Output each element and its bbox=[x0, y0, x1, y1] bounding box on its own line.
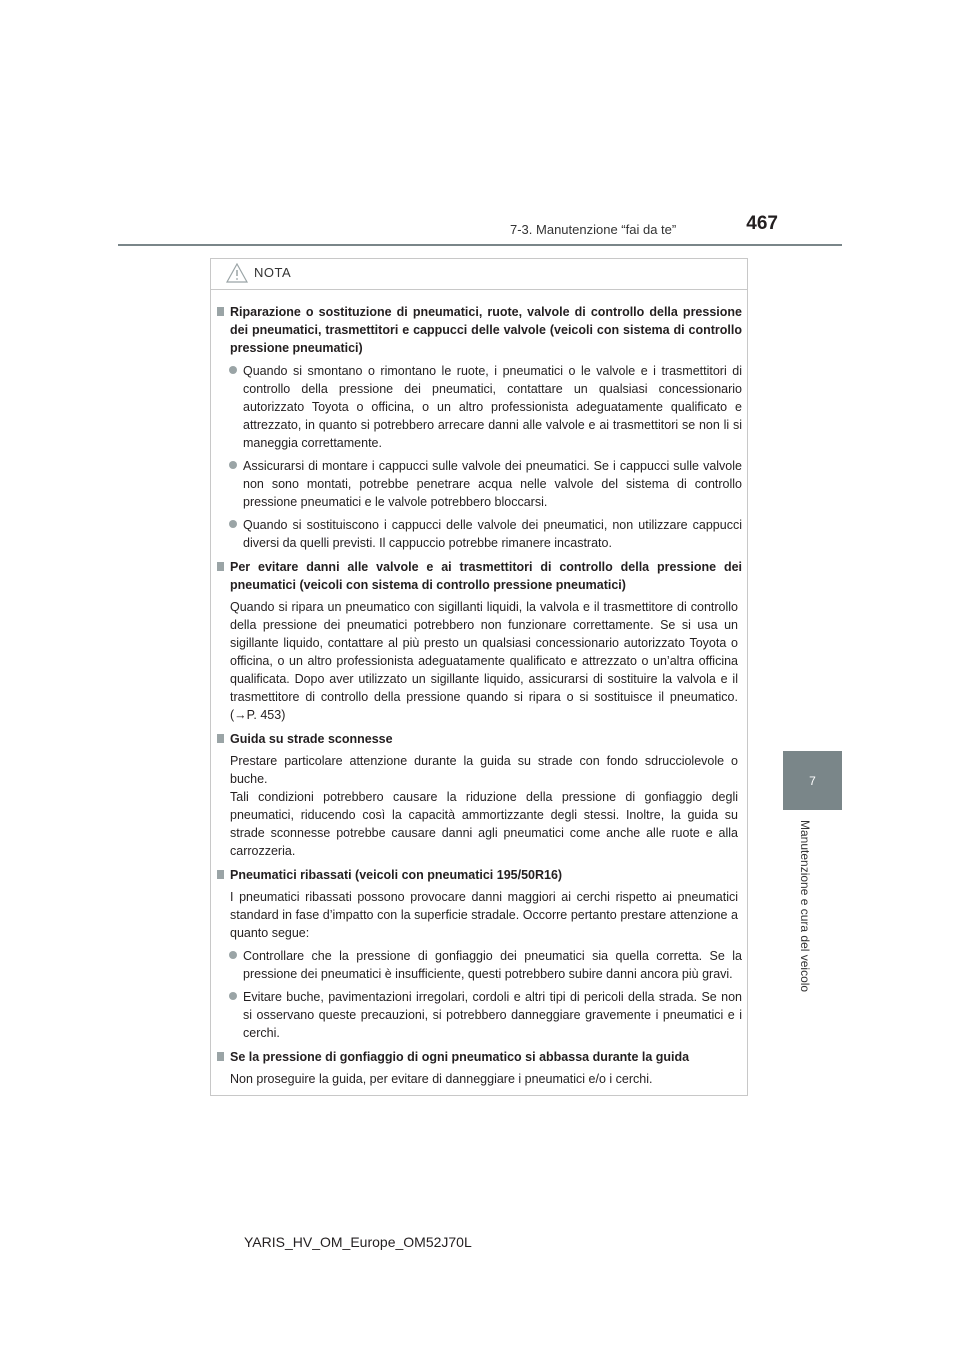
circle-bullet-icon bbox=[229, 461, 237, 469]
bullet-item: Controllare che la pressione di gonfiaggio dei pneumatici sia quella corretta. Se la pressione dei pneumatici è insufficiente, questi potrebbero subire danni ancora più gravi. bbox=[217, 947, 742, 983]
bullet-item: Evitare buche, pavimentazioni irregolari, cordoli e altri tipi di pericoli della strada. Se non si osservano queste precauzioni, si potrebbero danneggiare gravemente i pneumatici e i cerchi. bbox=[217, 988, 742, 1042]
notice-body bbox=[211, 290, 747, 1088]
warning-icon bbox=[226, 263, 248, 283]
square-bullet-icon bbox=[217, 307, 224, 316]
chapter-title: Manutenzione e cura del veicolo bbox=[798, 820, 812, 993]
circle-bullet-icon bbox=[229, 520, 237, 528]
circle-bullet-icon bbox=[229, 366, 237, 374]
bullet-item: Quando si sostituiscono i cappucci delle valvole dei pneumatici, non utilizzare cappucci diversi da quelli previsti. Il cappuccio potrebbe rimanere incastrato. bbox=[217, 516, 742, 552]
bullet-item: Quando si smontano o rimontano le ruote, i pneumatici o le valvole e i trasmettitori di controllo della pressione dei pneumatici, contattare un qualsiasi concessionario autorizzato Toyota o officina, o un altro professionista adeguatamente qualificato e attrezzato, in quanto si potrebbero arrecare danni alle valvole e ai trasmettitori se non li si maneggia correttamente. bbox=[217, 362, 742, 452]
section-title: 7-3. Manutenzione “fai da te” bbox=[510, 222, 677, 237]
notice-header bbox=[211, 259, 747, 290]
circle-bullet-icon bbox=[229, 951, 237, 959]
square-bullet-icon bbox=[217, 870, 224, 879]
section-heading: Guida su strade sconnesse bbox=[217, 730, 742, 748]
page-number: 467 bbox=[746, 213, 778, 234]
notice-box bbox=[210, 258, 748, 1096]
square-bullet-icon bbox=[217, 734, 224, 743]
section-paragraph: I pneumatici ribassati possono provocare danni maggiori ai cerchi rispetto ai pneumatici standard in fase d’impatto con la superficie stradale. Occorre pertanto prestare attenzione a quanto segue: bbox=[230, 890, 738, 940]
section-paragraph: Quando si ripara un pneumatico con sigillanti liquidi, la valvola e il trasmettitore di controllo della pressione dei pneumatici potrebbero non funzionare correttamente. Se si usa un sigillante liquido, contattare al più presto un qualsiasi concessionario autorizzato Toyota o officina, o un altro professionista adeguatamente qualificato e attrezzato o un’altra officina qualificata. Dopo aver utilizzato un sigillante liquido, assicurarsi di sostituire la valvola e il trasmettitore di controllo della pressione quando si ripara o si sostituisce il pneumatico. (→P. 453) bbox=[230, 600, 738, 722]
square-bullet-icon bbox=[217, 1052, 224, 1061]
section-paragraph: Prestare particolare attenzione durante la guida su strade con fondo sdrucciolevole o buche. Tali condizioni potrebbero causare la riduzione della pressione di gonfiaggio degli pneumatici, riducendo così la capacità ammortizzante degli stessi. Inoltre, la guida su strade sconnesse potrebbe causare danni agli pneumatici come anche alle ruote e alla carrozzeria. bbox=[230, 754, 738, 858]
document-code: YARIS_HV_OM_Europe_OM52J70L bbox=[244, 1234, 472, 1250]
header-divider bbox=[118, 244, 842, 246]
section-heading: Se la pressione di gonfiaggio di ogni pneumatico si abbassa durante la guida bbox=[217, 1048, 742, 1066]
section-heading: Riparazione o sostituzione di pneumatici, ruote, valvole di controllo della pressione dei pneumatici, trasmettitori e cappucci delle valvole (veicoli con sistema di controllo pressione pneumatici) bbox=[217, 303, 742, 357]
circle-bullet-icon bbox=[229, 992, 237, 1000]
square-bullet-icon bbox=[217, 562, 224, 571]
section-heading: Pneumatici ribassati (veicoli con pneumatici 195/50R16) bbox=[217, 866, 742, 884]
bullet-item: Assicurarsi di montare i cappucci sulle valvole dei pneumatici. Se i cappucci sulle valvole non sono montati, potrebbe penetrare acqua nelle valvole del sistema di controllo pressione pneumatici e le valvole potrebbero bloccarsi. bbox=[217, 457, 742, 511]
section-heading: Per evitare danni alle valvole e ai trasmettitori di controllo della pressione dei pneumatici (veicoli con sistema di controllo pressione pneumatici) bbox=[217, 558, 742, 594]
chapter-tab bbox=[783, 751, 842, 810]
notice-title: NOTA bbox=[254, 265, 292, 280]
chapter-number: 7 bbox=[809, 773, 816, 788]
section-paragraph: Non proseguire la guida, per evitare di danneggiare i pneumatici e/o i cerchi. bbox=[230, 1072, 653, 1086]
